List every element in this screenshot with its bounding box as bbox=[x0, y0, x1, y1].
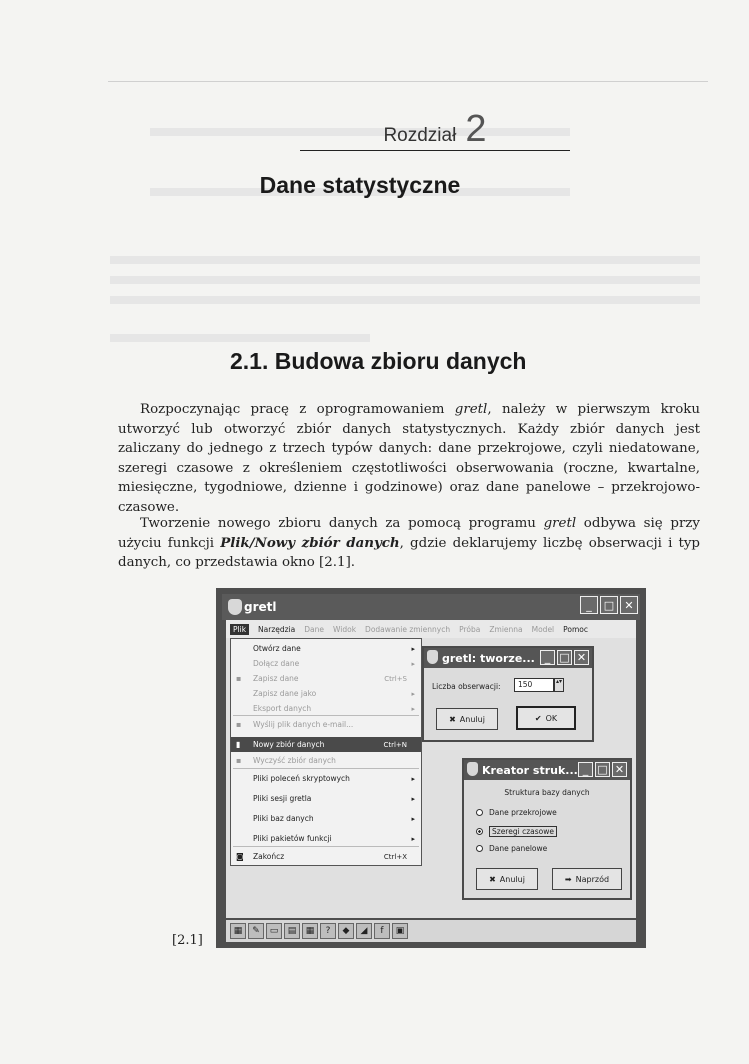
file-menu-item-label: Zapisz dane jako bbox=[253, 689, 317, 698]
cancel-button[interactable] bbox=[436, 708, 498, 730]
menu-model[interactable]: Model bbox=[531, 624, 555, 634]
file-menu-item-label: Wyślij plik danych e-mail... bbox=[253, 720, 354, 729]
model-icon[interactable]: ▣ bbox=[392, 923, 408, 939]
maximize-icon[interactable]: □ bbox=[557, 650, 572, 665]
console-icon[interactable]: ▭ bbox=[266, 923, 282, 939]
gretl-logo-icon bbox=[228, 599, 242, 615]
close-icon[interactable]: ✕ bbox=[574, 650, 589, 665]
file-menu-item-label: Pliki sesji gretla bbox=[253, 794, 312, 803]
dialog-window-controls bbox=[540, 650, 589, 665]
file-menu-item[interactable] bbox=[231, 717, 421, 732]
function-path: Plik/Nowy zbiór danych bbox=[220, 534, 400, 551]
close-icon[interactable]: ✕ bbox=[612, 762, 627, 777]
menu-dane[interactable]: Dane bbox=[304, 624, 325, 634]
main-window-title: gretl bbox=[244, 600, 277, 614]
info-icon[interactable]: ◆ bbox=[338, 923, 354, 939]
radio-dane-przekrojowe[interactable] bbox=[476, 808, 557, 817]
main-toolbar bbox=[226, 920, 636, 942]
radio-indicator bbox=[476, 809, 483, 816]
file-menu-item[interactable] bbox=[231, 753, 421, 768]
menu-narzedzia[interactable]: Narzędzia bbox=[258, 624, 296, 634]
text: , należy w pierwszym kroku utworzyć lub otworzyć zbiór danych statystycznych. Każdy zbiór danych jest zaliczany do jednego z trzech typów danych: dane przekrojowe, czyli niedatowane, szeregi czasowe z określeniem częstotliwości obserwowania (roczne, kwartalne, miesięczne, tygodniowe, dzienne i godzinowe) oraz dane panelowe – przekrojowo-czasowe. bbox=[118, 402, 700, 515]
file-menu-dropdown bbox=[230, 638, 422, 866]
observations-input[interactable]: 150 bbox=[514, 678, 554, 692]
calculator-icon[interactable]: ▦ bbox=[230, 923, 246, 939]
shortcut-label: Ctrl+X bbox=[383, 852, 407, 861]
bleed-through-header bbox=[108, 60, 708, 82]
wizard-cancel-button[interactable] bbox=[476, 868, 538, 890]
radio-indicator bbox=[476, 845, 483, 852]
file-menu-item[interactable] bbox=[231, 771, 421, 786]
menu-plik[interactable]: Plik bbox=[230, 624, 249, 635]
dataset-structure-wizard bbox=[462, 758, 632, 900]
section-title: 2.1. Budowa zbioru danych bbox=[230, 348, 527, 374]
minimize-icon[interactable]: _ bbox=[580, 596, 598, 614]
main-window-titlebar bbox=[222, 594, 640, 620]
submenu-arrow-icon: ▸ bbox=[411, 794, 415, 803]
radio-label: Szeregi czasowe bbox=[489, 826, 557, 837]
menu-item-icon: ▪ bbox=[236, 720, 242, 729]
menu-item-icon: ▪ bbox=[236, 756, 242, 765]
chapter-number: 2 bbox=[465, 108, 487, 150]
forward-arrow-icon: ➡ bbox=[564, 874, 572, 884]
menu-dodawanie-zmiennych[interactable]: Dodawanie zmiennych bbox=[365, 624, 451, 634]
wizard-window-controls bbox=[578, 762, 627, 777]
file-menu-item-label: Zakończ bbox=[253, 852, 285, 861]
submenu-arrow-icon: ▸ bbox=[411, 814, 415, 823]
file-menu-item[interactable] bbox=[231, 656, 421, 671]
software-name: gretl bbox=[454, 402, 488, 417]
radio-indicator bbox=[476, 828, 483, 835]
cancel-icon: ✖ bbox=[489, 874, 496, 884]
file-menu-item[interactable] bbox=[231, 686, 421, 701]
paragraph-intro bbox=[118, 400, 700, 517]
chapter-rule bbox=[300, 150, 570, 151]
radio-dane-panelowe[interactable] bbox=[476, 844, 547, 853]
new-dataset-dialog-title: gretl: tworze... bbox=[442, 651, 535, 665]
menu-proba[interactable]: Próba bbox=[459, 624, 481, 634]
shortcut-label: Ctrl+S bbox=[384, 674, 407, 683]
file-menu-item-label: Pliki baz danych bbox=[253, 814, 314, 823]
text: odbywa się przy użyciu funkcji bbox=[118, 516, 700, 551]
figure-label: [2.1] bbox=[172, 933, 203, 948]
file-menu-item-label: Zapisz dane bbox=[253, 674, 299, 683]
chart-icon[interactable]: ◢ bbox=[356, 923, 372, 939]
bleed-through-line bbox=[110, 276, 700, 284]
file-menu-item[interactable] bbox=[231, 641, 421, 656]
submenu-arrow-icon: ▸ bbox=[411, 774, 415, 783]
text: Rozpoczynając pracę z oprogramowaniem bbox=[140, 402, 455, 417]
ok-icon: ✔ bbox=[534, 713, 542, 723]
menu-item-icon: ▮ bbox=[236, 740, 241, 749]
menu-separator bbox=[233, 715, 419, 716]
chapter-title: Dane statystyczne bbox=[259, 172, 461, 198]
submenu-arrow-icon: ▸ bbox=[411, 689, 415, 698]
software-name: gretl bbox=[543, 516, 577, 531]
menu-separator bbox=[233, 846, 419, 847]
menu-item-icon: ▪ bbox=[236, 674, 242, 683]
menu-widok[interactable]: Widok bbox=[333, 624, 357, 634]
file-menu-item[interactable] bbox=[231, 849, 421, 864]
submenu-arrow-icon: ▸ bbox=[411, 834, 415, 843]
menubar bbox=[226, 620, 636, 638]
menu-separator bbox=[233, 768, 419, 769]
table-icon[interactable]: ▦ bbox=[302, 923, 318, 939]
paragraph-new-dataset bbox=[118, 514, 700, 573]
maximize-icon[interactable]: □ bbox=[600, 596, 618, 614]
file-menu-item-label: Dołącz dane bbox=[253, 659, 300, 668]
file-menu-item-label: Nowy zbiór danych bbox=[253, 740, 325, 749]
file-menu-item-label: Eksport danych bbox=[253, 704, 312, 713]
wizard-title: Kreator struk... bbox=[482, 763, 578, 777]
file-menu-item[interactable] bbox=[231, 791, 421, 806]
file-menu-item-label: Pliki pakietów funkcji bbox=[253, 834, 332, 843]
file-menu-item[interactable] bbox=[231, 671, 421, 686]
minimize-icon[interactable]: _ bbox=[578, 762, 593, 777]
file-menu-item[interactable] bbox=[231, 831, 421, 846]
gretl-logo-icon bbox=[427, 650, 438, 664]
chapter-heading bbox=[290, 108, 580, 151]
ok-button-label: OK bbox=[545, 713, 558, 723]
file-menu-item[interactable] bbox=[231, 701, 421, 716]
cancel-icon: ✖ bbox=[449, 714, 456, 724]
radio-label: Dane przekrojowe bbox=[489, 808, 557, 817]
maximize-icon[interactable]: □ bbox=[595, 762, 610, 777]
window-controls bbox=[580, 596, 638, 614]
close-icon[interactable]: ✕ bbox=[620, 596, 638, 614]
menu-item-icon: ◙ bbox=[236, 852, 244, 861]
chapter-label: Rozdział bbox=[383, 125, 457, 146]
observations-label: Liczba obserwacji: bbox=[432, 682, 501, 691]
next-button[interactable] bbox=[552, 868, 622, 890]
file-menu-item-label: Otwórz dane bbox=[253, 644, 301, 653]
file-menu-item-label: Pliki poleceń skryptowych bbox=[253, 774, 350, 783]
menu-pomoc[interactable]: Pomoc bbox=[563, 624, 589, 634]
help-icon[interactable]: ? bbox=[320, 923, 336, 939]
cancel-button-label: Anuluj bbox=[459, 714, 485, 724]
bleed-through-line bbox=[110, 334, 370, 342]
submenu-arrow-icon: ▸ bbox=[411, 644, 415, 653]
observations-spin-icon[interactable]: ▴▾ bbox=[554, 678, 564, 692]
file-menu-item[interactable] bbox=[231, 811, 421, 826]
text: , gdzie deklarujemy liczbę obserwacji i typ danych, co przedstawia okno [2.1]. bbox=[118, 535, 701, 570]
edit-icon[interactable]: ✎ bbox=[248, 923, 264, 939]
file-menu-item-label: Wyczyść zbiór danych bbox=[253, 756, 336, 765]
bleed-through-line bbox=[110, 296, 700, 304]
wizard-cancel-label: Anuluj bbox=[499, 874, 525, 884]
submenu-arrow-icon: ▸ bbox=[411, 659, 415, 668]
session-icon[interactable]: ▤ bbox=[284, 923, 300, 939]
next-button-label: Naprzód bbox=[575, 874, 610, 884]
menu-zmienna[interactable]: Zmienna bbox=[489, 624, 523, 634]
radio-szeregi-czasowe[interactable] bbox=[476, 826, 557, 837]
text: Tworzenie nowego zbioru danych za pomocą programu bbox=[140, 516, 544, 531]
new-dataset-dialog bbox=[422, 646, 594, 742]
gretl-screenshot-figure bbox=[216, 588, 646, 948]
ok-button[interactable] bbox=[516, 706, 576, 730]
gretl-logo-icon bbox=[467, 762, 478, 776]
bleed-through-line bbox=[110, 256, 700, 264]
minimize-icon[interactable]: _ bbox=[540, 650, 555, 665]
file-menu-item[interactable] bbox=[231, 737, 421, 752]
fx-icon[interactable]: f bbox=[374, 923, 390, 939]
radio-label: Dane panelowe bbox=[489, 844, 548, 853]
structure-heading: Struktura bazy danych bbox=[504, 788, 590, 797]
submenu-arrow-icon: ▸ bbox=[411, 704, 415, 713]
shortcut-label: Ctrl+N bbox=[383, 740, 407, 749]
